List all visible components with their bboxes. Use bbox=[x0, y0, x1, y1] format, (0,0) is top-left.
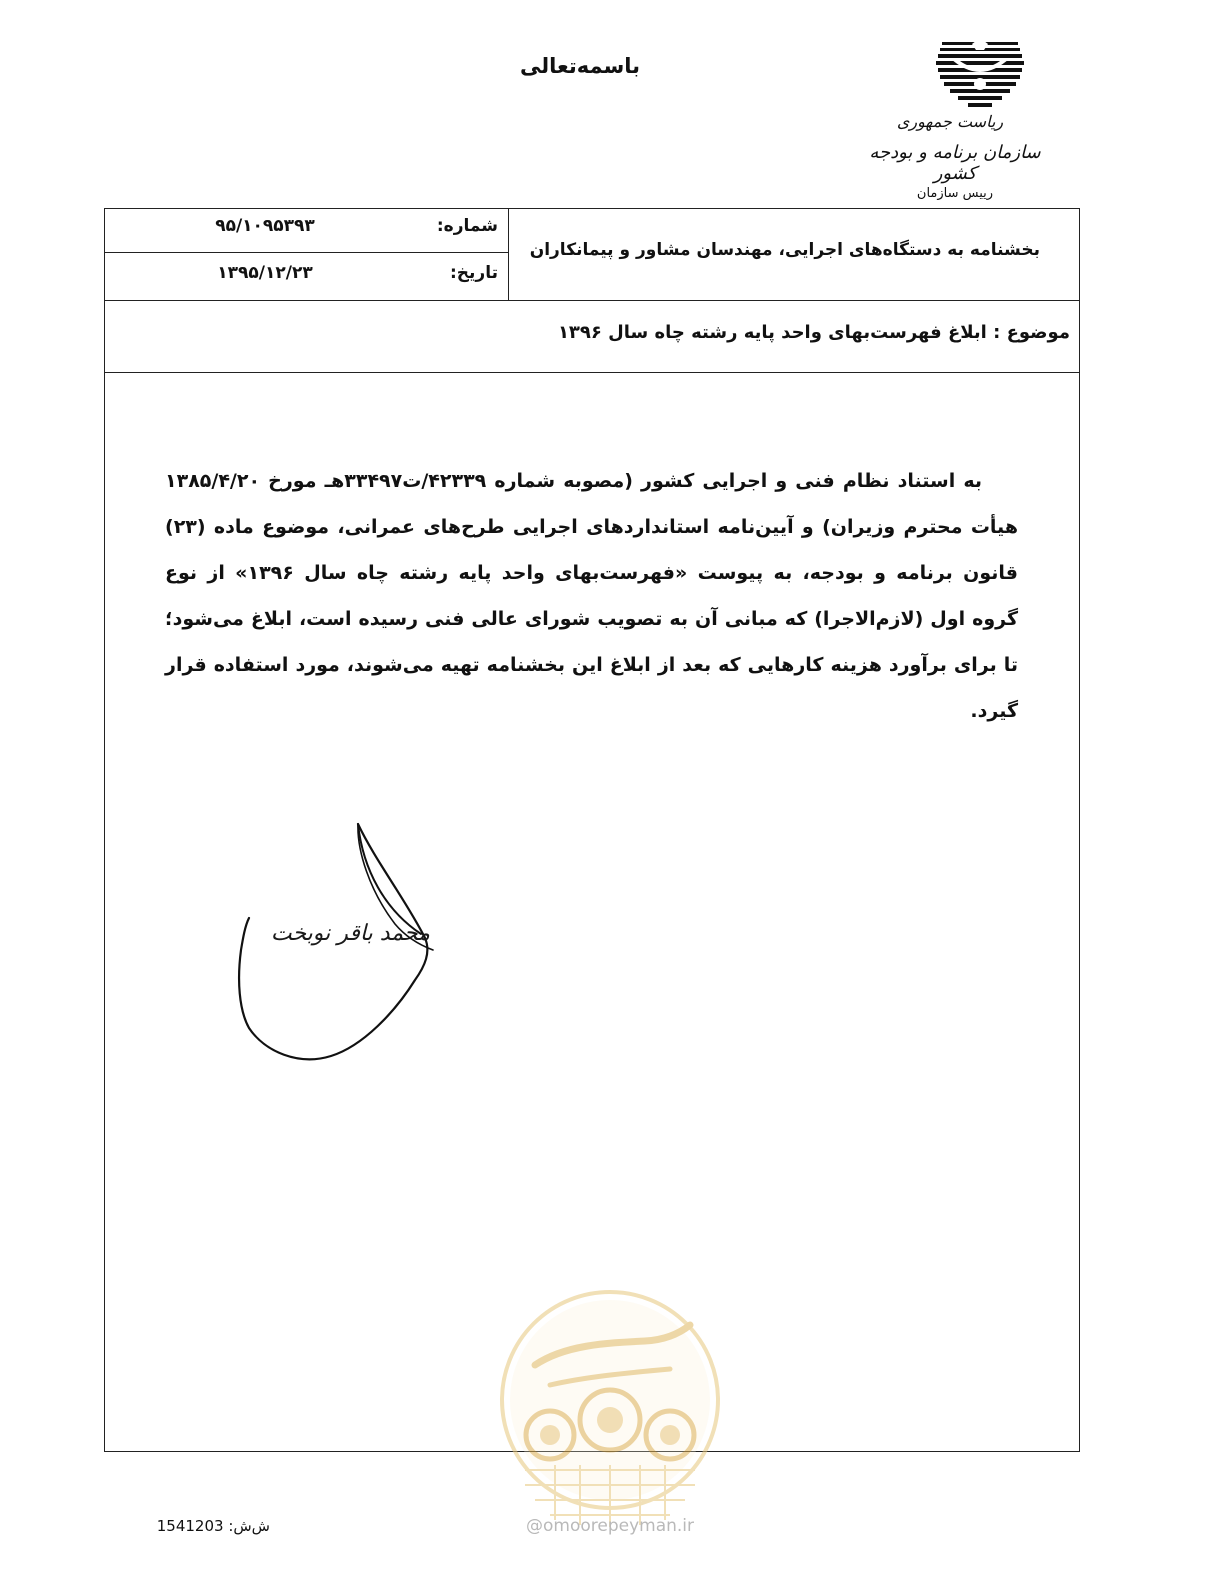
divider-subject-bottom bbox=[104, 372, 1080, 373]
basmala-heading: باسمه‌تعالی bbox=[520, 54, 640, 78]
omoorepeyman-watermark-logo bbox=[495, 1285, 725, 1535]
letter-date-label: تاریخ: bbox=[450, 263, 498, 283]
footer-reference-number: ش‌ش: 1541203 bbox=[156, 1517, 270, 1535]
organization-emblem bbox=[920, 38, 1040, 113]
org-head-title: رییس سازمان bbox=[916, 186, 994, 201]
recipients-line: بخشنامه به دستگاه‌های اجرایی، مهندسان مشاور و پیمانکاران bbox=[529, 240, 1040, 260]
divider-subject-top bbox=[104, 300, 1080, 301]
letter-number-label: شماره: bbox=[436, 216, 498, 236]
letter-date-value: ۱۳۹۵/۱۲/۲۳ bbox=[217, 263, 313, 283]
org-name-budget-organization: سازمان برنامه و بودجه کشور bbox=[869, 142, 1041, 184]
signatory-name: محمد باقر نوبخت bbox=[270, 921, 430, 946]
org-name-presidency: ریاست جمهوری bbox=[896, 112, 1004, 131]
subject-line: موضوع : ابلاغ فهرست‌بهای واحد پایه رشته چاه سال ۱۳۹۶ bbox=[557, 322, 1070, 343]
divider-info-recipients bbox=[508, 208, 509, 300]
letter-body: به استناد نظام فنی و اجرایی کشور (مصوبه شماره ۴۲۳۳۹/ت۳۳۴۹۷هـ مورخ ۱۳۸۵/۴/۲۰ هیأت محترم وزیران) و آیین‌نامه استانداردهای اجرایی طرح‌های عمرانی، موضوع ماده (۲۳) قانون برنامه و بودجه، به پیوست «فهرست‌بهای واحد پایه رشته چاه سال ۱۳۹۶» از نوع گروه اول (لازم‌الاجرا) که مبانی آن به تصویب شورای عالی فنی رسیده است، ابلاغ می‌شود؛ تا برای برآورد هزینه کارهایی که بعد از ابلاغ این بخشنامه تهیه می‌شوند، مورد استفاده قرار گیرد. bbox=[165, 470, 1018, 722]
divider-number-date bbox=[104, 252, 508, 253]
letter-number-value: ۹۵/۱۰۹۵۳۹۳ bbox=[215, 216, 315, 236]
watermark-site-text: @omoorepeyman.ir bbox=[525, 1516, 695, 1536]
